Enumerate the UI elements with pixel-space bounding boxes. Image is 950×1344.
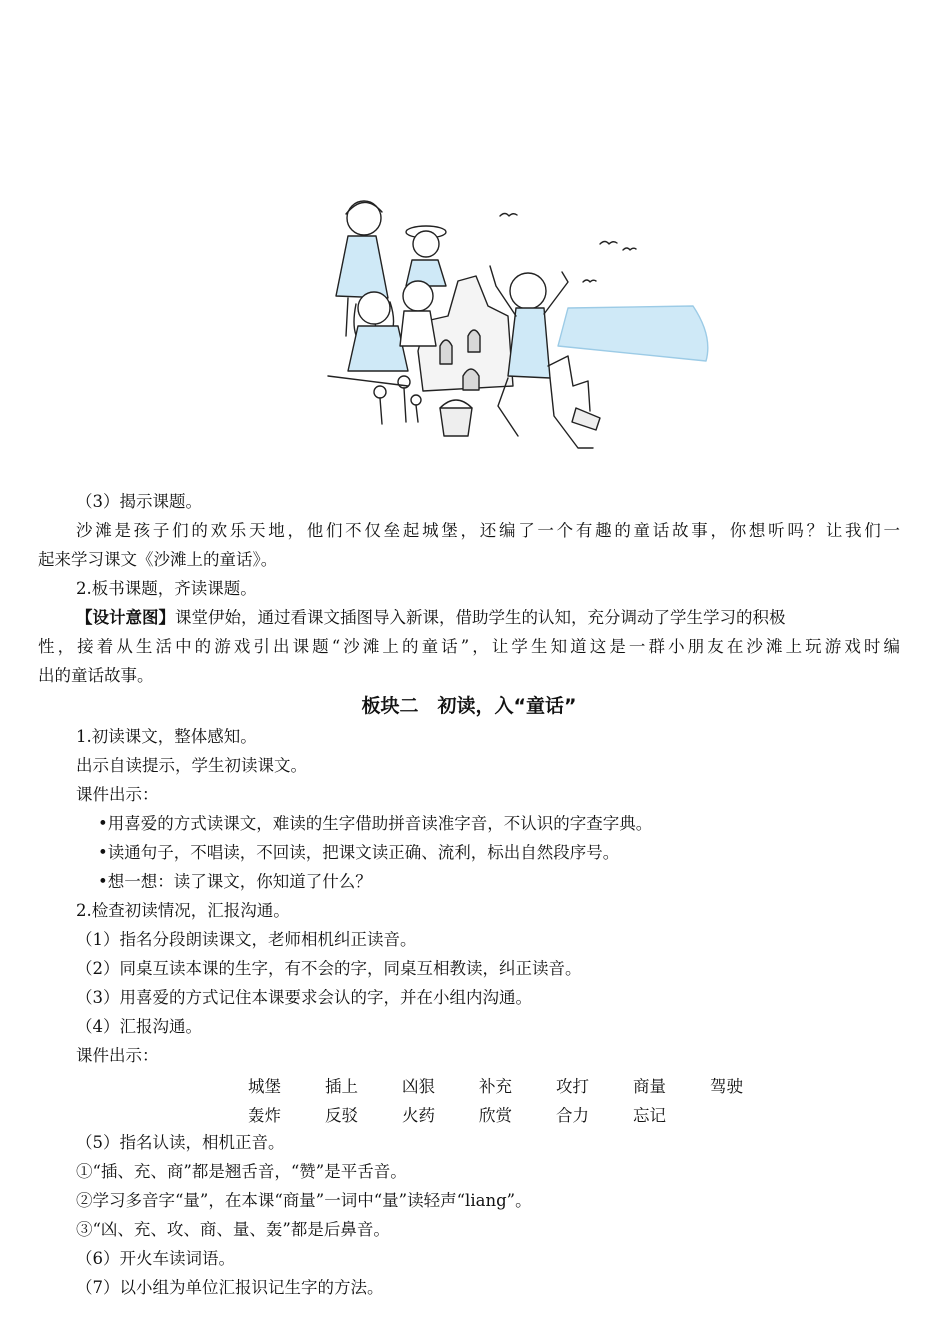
vocab-word: 补充: [479, 1077, 512, 1096]
paragraph-line: 沙滩是孩子们的欢乐天地，他们不仅垒起城堡，还编了一个有趣的童话故事，你想听吗？让我们一: [76, 521, 900, 540]
vocab-word: 攻打: [556, 1077, 589, 1096]
sub-step: （2）同桌互读本课的生字，有不会的字，同桌互相教读，纠正读音。: [76, 959, 582, 978]
vocab-word: 城堡: [248, 1077, 281, 1096]
design-intent-line: 出的童话故事。: [38, 666, 154, 685]
sub-step: （6）开火车读词语。: [76, 1249, 235, 1268]
vocab-word: 凶狠: [402, 1077, 435, 1096]
bullet-item: •读通句子，不唱读，不回读，把课文读正确、流利，标出自然段序号。: [98, 843, 620, 862]
vocab-word: 忘记: [633, 1106, 666, 1125]
vocab-word: 商量: [633, 1077, 666, 1096]
vocab-word: 驾驶: [710, 1077, 743, 1096]
sub-step: （7）以小组为单位汇报识记生字的方法。: [76, 1278, 384, 1297]
note-item: ③“凶、充、攻、商、量、轰”都是后鼻音。: [76, 1220, 390, 1239]
design-intent-line: [76, 606, 900, 630]
vocab-word: 插上: [325, 1077, 358, 1096]
design-intent-label: 【设计意图】: [76, 608, 175, 627]
text-line: 出示自读提示，学生初读课文。: [76, 756, 307, 775]
vocab-word: 反驳: [325, 1106, 358, 1125]
sub-step: （5）指名认读，相机正音。: [76, 1133, 285, 1152]
courseware-label: 课件出示：: [76, 785, 159, 804]
beach-illustration: [318, 186, 718, 468]
sub-step: （4）汇报沟通。: [76, 1017, 202, 1036]
note-item: ②学习多音字“量”，在本课“商量”一词中“量”读轻声“liang”。: [76, 1191, 532, 1210]
step-2-check-reading: 2.检查初读情况，汇报沟通。: [76, 901, 290, 920]
vocab-word: 轰炸: [248, 1106, 281, 1125]
vocab-word: 合力: [556, 1106, 589, 1125]
paragraph-line: 起来学习课文《沙滩上的童话》。: [38, 550, 278, 569]
step-3-reveal-title: （3）揭示课题。: [76, 492, 202, 511]
bullet-item: •想一想：读了课文，你知道了什么？: [98, 872, 372, 891]
step-1-first-reading: 1.初读课文，整体感知。: [76, 727, 257, 746]
vocabulary-row-2: [248, 1102, 710, 1126]
courseware-label: 课件出示：: [76, 1046, 159, 1065]
design-intent-text: 课堂伊始，通过看课文插图导入新课，借助学生的认知，充分调动了学生学习的积极: [175, 608, 786, 627]
section-heading: 板块二 初读，入“童话”: [361, 695, 577, 717]
vocab-word: 欣赏: [479, 1106, 512, 1125]
step-2-board-title: 2.板书课题，齐读课题。: [76, 579, 257, 598]
sub-step: （3）用喜爱的方式记住本课要求会认的字，并在小组内沟通。: [76, 988, 532, 1007]
note-item: ①“插、充、商”都是翘舌音，“赞”是平舌音。: [76, 1162, 407, 1181]
bullet-item: •用喜爱的方式读课文，难读的生字借助拼音读准字音，不认识的字查字典。: [98, 814, 653, 833]
design-intent-line: 性，接着从生活中的游戏引出课题“沙滩上的童话”，让学生知道这是一群小朋友在沙滩上玩游戏时编: [38, 637, 900, 656]
sub-step: （1）指名分段朗读课文，老师相机纠正读音。: [76, 930, 417, 949]
vocab-word: 火药: [402, 1106, 435, 1125]
vocabulary-row-1: [248, 1073, 787, 1097]
